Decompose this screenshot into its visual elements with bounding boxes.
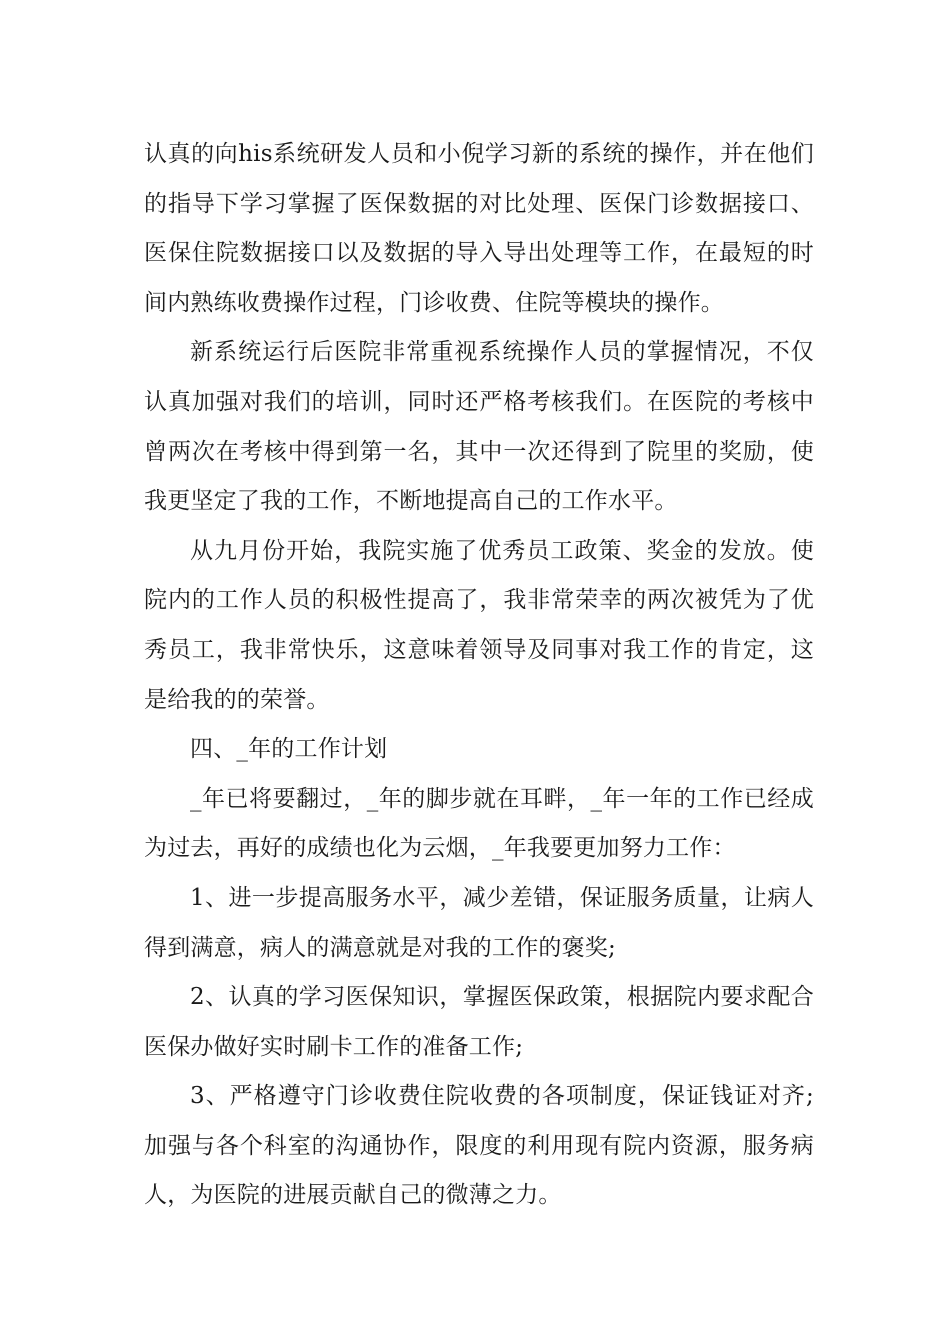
document-body bbox=[144, 130, 814, 1221]
plan-item-2: 2、认真的学习医保知识，掌握医保政策，根据院内要求配合医保办做好实时刷卡工作的准备工作; bbox=[144, 984, 814, 1060]
paragraph-plan-intro: _年已将要翻过，_年的脚步就在耳畔，_年一年的工作已经成为过去，再好的成绩也化为云烟，_年我要更加努力工作： bbox=[144, 785, 814, 862]
paragraph-excellent-employee: 从九月份开始，我院实施了优秀员工政策、奖金的发放。使院内的工作人员的积极性提高了，我非常荣幸的两次被凭为了优秀员工，我非常快乐，这意味着领导及同事对我工作的肯定，这是给我的的荣誉。 bbox=[144, 537, 814, 713]
paragraph-his-system-learning: 认真的向his系统研发人员和小倪学习新的系统的操作，并在他们的指导下学习掌握了医保数据的对比处理、医保门诊数据接口、医保住院数据接口以及数据的导入导出处理等工作，在最短的时间内熟练收费操作过程，门诊收费、住院等模块的操作。 bbox=[144, 141, 814, 316]
paragraph-new-system-assessment: 新系统运行后医院非常重视系统操作人员的掌握情况，不仅认真加强对我们的培训，同时还严格考核我们。在医院的考核中曾两次在考核中得到第一名，其中一次还得到了院里的奖励，使我更坚定了我的工作，不断地提高自己的工作水平。 bbox=[144, 339, 814, 515]
plan-item-3: 3、严格遵守门诊收费住院收费的各项制度，保证钱证对齐;加强与各个科室的沟通协作，限度的利用现有院内资源，服务病人，为医院的进展贡献自己的微薄之力。 bbox=[144, 1083, 814, 1209]
plan-item-1: 1、进一步提高服务水平，减少差错，保证服务质量，让病人得到满意，病人的满意就是对我的工作的褒奖; bbox=[144, 884, 814, 961]
section-heading-work-plan: 四、_年的工作计划 bbox=[190, 736, 388, 763]
